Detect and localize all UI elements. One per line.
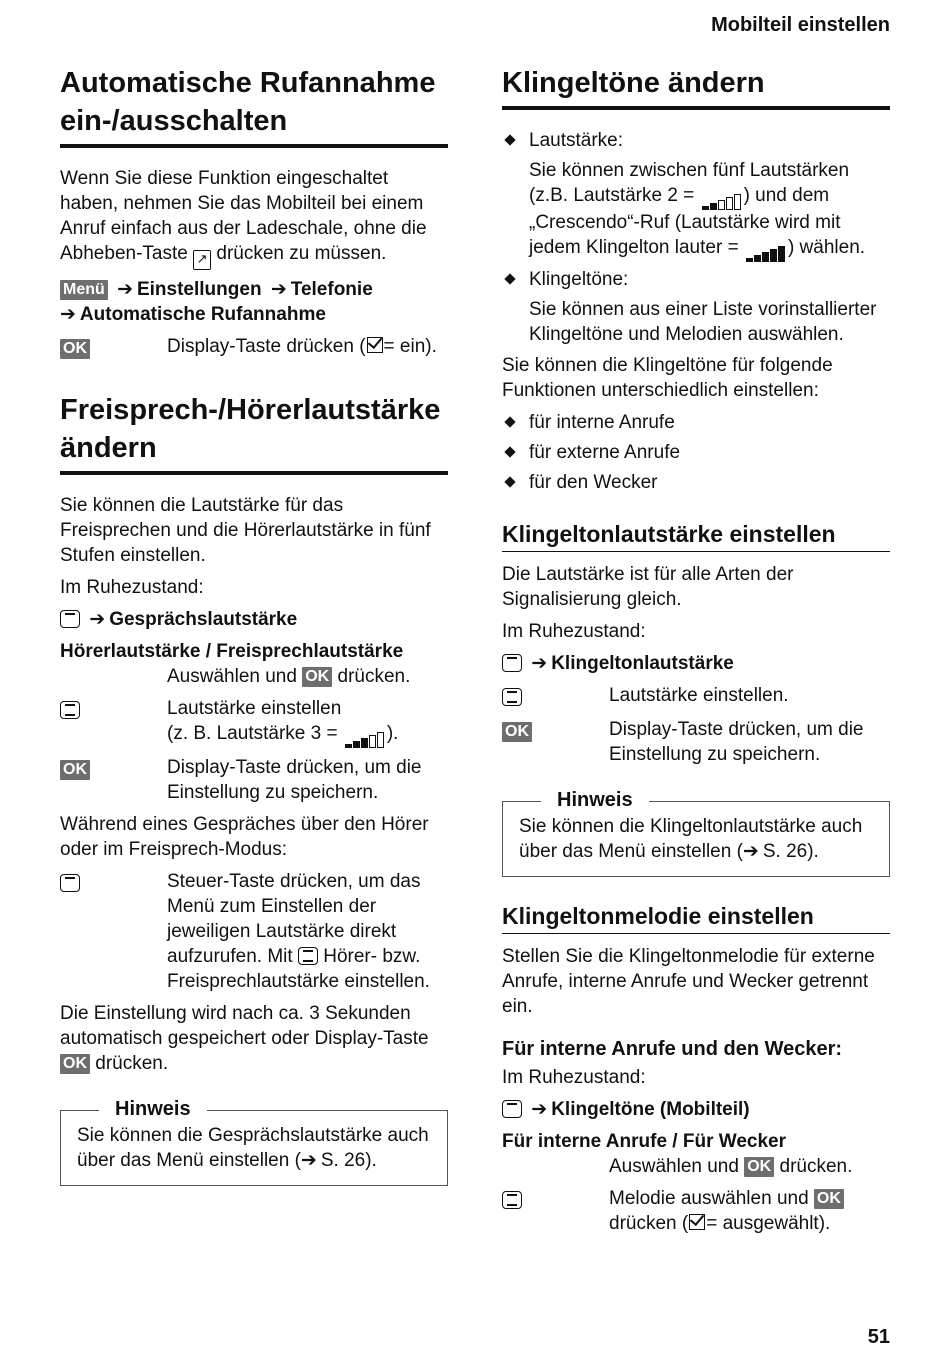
arrow-icon: ➔ [60,304,76,325]
nav-key-up-down-icon [502,1191,522,1209]
section-title-ringtones: Klingeltöne ändern [502,64,890,110]
set-volume-example: (z. B. Lautstärke 3 = [167,723,338,744]
bullet-diamond-icon [504,416,515,427]
ringtone-feature-list [502,128,890,347]
hint-text-a: Sie können die Klingeltonlautstärke auch über das Menü einstellen ( [519,816,863,862]
select-text-a: Auswählen und [609,1156,739,1177]
save-text: Display-Taste drücken, um die Einstellung zu speichern. [167,757,422,803]
menu-path-step: Gesprächslautstärke [109,609,298,630]
select-instruction [60,664,448,689]
arrow-icon: ➔ [531,1099,548,1120]
nav-key-up-down-icon [502,688,522,706]
bullet-diamond-icon [504,273,515,284]
nav-key-up-down-icon [60,701,80,719]
left-column [60,64,448,1204]
steer-text-a: Steuer-Taste drücken, um das Menü zum Einstellen der jeweiligen Lautstärke direkt aufzurufen. Mit [167,871,421,967]
arrow-icon: ➔ [300,1150,317,1171]
menu-path-step: Klingeltöne (Mobilteil) [551,1099,750,1120]
page-number: 51 [867,1326,890,1348]
ok-badge: OK [302,667,332,687]
bullet-desc [529,158,890,262]
right-column [502,64,890,1243]
ok-badge: OK [60,760,90,780]
bullet-desc-a: Sie können zwischen fünf Lautstärken (z.B. Lautstärke 2 = [529,160,850,206]
list-item-text: für externe Anrufe [529,442,681,463]
melody-intro: Stellen Sie die Klingeltonmelodie für externe Anrufe, interne Anrufe und Wecker getrennt ein. [502,946,875,1017]
section-title-ringtone-volume: Klingeltonlautstärke einstellen [502,519,890,552]
section-title-ringtone-melody: Klingeltonmelodie einstellen [502,901,890,934]
menu-path-step: Telefonie [290,279,373,300]
bullet-diamond-icon [504,476,515,487]
auto-save-text-b: drücken. [95,1053,169,1074]
ok-badge: OK [60,339,90,359]
subsection-internal-alarm: Für interne Anrufe und den Wecker: [502,1038,843,1060]
idle-state-label: Im Ruhezustand: [502,621,646,642]
step-save [502,717,890,767]
menu-badge: Menü [60,280,108,300]
volume-level-3-icon [345,723,385,748]
bullet-diamond-icon [504,134,515,145]
ok-badge: OK [814,1189,844,1209]
list-item [502,440,890,465]
list-item-text: für interne Anrufe [529,412,675,433]
arrow-icon: ➔ [89,609,106,630]
nav-key-up-down-icon [298,947,318,965]
nav-key-up-icon [502,1100,522,1118]
arrow-icon: ➔ [117,279,133,300]
bullet-desc: Sie können aus einer Liste vorinstallierter Klingeltöne und Melodien auswählen. [529,299,877,345]
bullet-desc-c: ) wählen. [787,237,866,258]
menu-path-ringtones [502,1097,890,1122]
bullet-diamond-icon [504,446,515,457]
menu-path-step: Automatische Rufannahme [79,304,326,325]
melody-text-b: drücken ( [609,1213,689,1234]
arrow-icon: ➔ [742,841,759,862]
idle-state-label: Im Ruhezustand: [60,577,204,598]
hint-text [77,1123,431,1173]
step-ok [60,334,448,361]
nav-key-up-icon [60,874,80,892]
hint-title: Hinweis [99,1096,207,1122]
auto-answer-intro-b: drücken zu müssen. [216,243,387,264]
melody-text-c: = ausgewählt). [706,1213,831,1234]
select-text-b: drücken. [779,1156,853,1177]
ringtone-functions-intro: Sie können die Klingeltöne für folgende Funktionen unterschiedlich einstellen: [502,355,833,401]
section-title-handset-volume: Freisprech-/Hörerlautstärke ändern [60,391,448,475]
handset-key-icon: ↗ [193,250,211,270]
hint-text-b: S. 26). [320,1150,377,1171]
step-steer-key [60,869,448,994]
section-title-auto-answer: Automatische Rufannahme ein-/ausschalten [60,64,448,148]
checkbox-checked-icon [367,337,383,353]
menu-path-call-volume [60,607,448,632]
arrow-icon: ➔ [270,279,287,300]
select-text-b: drücken. [337,666,411,687]
list-item-text: für den Wecker [529,472,658,493]
ringtone-function-list [502,410,890,495]
melody-text-a: Melodie auswählen und [609,1188,809,1209]
bullet-desc-b: ) und dem „Crescendo“-Ruf (Lautstärke wird mit jedem Klingelton lauter = [529,185,841,258]
bullet-label: Klingeltöne: [529,269,629,290]
during-call-label: Während eines Gespräches über den Hörer oder im Freisprech-Modus: [60,814,429,860]
set-volume-example-end: ). [386,723,399,744]
ok-badge: OK [744,1157,774,1177]
list-item [502,410,890,435]
arrow-icon: ➔ [531,653,548,674]
step-set-volume [60,696,448,748]
step-save [60,755,448,805]
menu-path-auto-answer [60,277,448,327]
hint-box [60,1098,448,1186]
auto-answer-intro [60,166,448,270]
select-text-a: Auswählen und [167,666,297,687]
auto-save-text-a: Die Einstellung wird nach ca. 3 Sekunden automatisch gespeichert oder Display-Taste [60,1003,429,1049]
menu-path-ringtone-volume [502,651,890,676]
step-set-volume [502,683,890,710]
hint-text [519,814,873,864]
set-volume-text: Lautstärke einstellen. [609,685,789,706]
hint-text-a: Sie können die Gesprächslautstärke auch über das Menü einstellen ( [77,1125,429,1171]
volume-crescendo-icon [746,237,786,262]
step-ok-text-b: = ein). [383,336,437,357]
menu-path-step: Klingeltonlautstärke [551,653,734,674]
hint-text-b: S. 26). [762,841,819,862]
volume-options: Hörerlautstärke / Freisprechlautstärke [60,641,404,662]
step-ok-text-a: Display-Taste drücken ( [167,336,366,357]
select-instruction [502,1154,890,1179]
ringtone-volume-intro: Die Lautstärke ist für alle Arten der Signalisierung gleich. [502,564,794,610]
idle-state-label: Im Ruhezustand: [502,1067,646,1088]
list-item [502,470,890,495]
volume-intro: Sie können die Lautstärke für das Freisprechen und die Hörerlautstärke in fünf Stufen einstellen. [60,495,431,566]
step-select-melody [502,1186,890,1236]
steer-text-b: Hörer- bzw. Freisprechlautstärke einstellen. [167,946,430,992]
list-item [502,267,890,347]
melody-options: Für interne Anrufe / Für Wecker [502,1131,786,1152]
list-item [502,128,890,262]
volume-level-2-icon [702,185,742,210]
save-text: Display-Taste drücken, um die Einstellung zu speichern. [609,719,864,765]
nav-key-up-icon [60,610,80,628]
ok-badge: OK [60,1054,90,1074]
running-header: Mobilteil einstellen [711,14,890,36]
checkbox-checked-icon [689,1214,705,1230]
auto-answer-intro-a: Wenn Sie diese Funktion eingeschaltet haben, nehmen Sie das Mobilteil bei einem Anruf einfach aus der Ladeschale, ohne die Abheben-Taste [60,168,427,264]
ok-badge: OK [502,722,532,742]
bullet-label: Lautstärke: [529,130,623,151]
set-volume-text: Lautstärke einstellen [167,698,342,719]
hint-title: Hinweis [541,787,649,813]
hint-box [502,789,890,877]
auto-save-note [60,1001,448,1076]
menu-path-step: Einstellungen [136,279,262,300]
nav-key-up-icon [502,654,522,672]
